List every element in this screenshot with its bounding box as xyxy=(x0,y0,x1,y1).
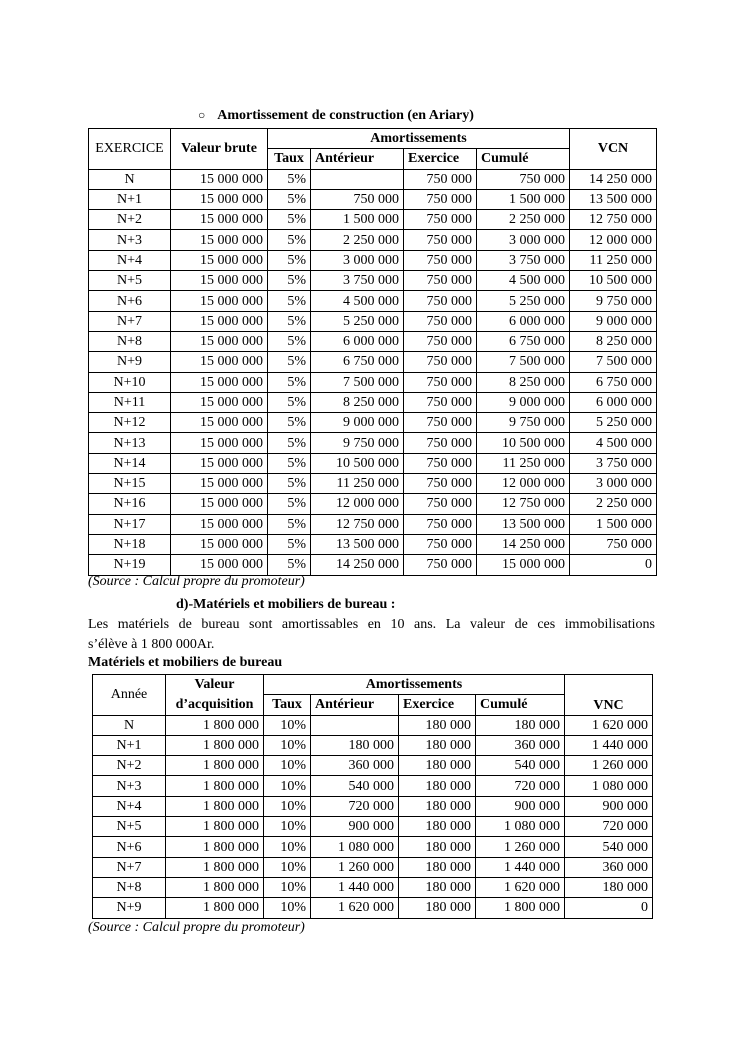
cell-cumulative: 15 000 000 xyxy=(477,555,570,575)
cell-value: 15 000 000 xyxy=(171,474,268,494)
cell-rate: 5% xyxy=(268,453,311,473)
cell-rate: 5% xyxy=(268,413,311,433)
table-row xyxy=(93,735,653,755)
cell-rate: 10% xyxy=(264,837,311,857)
cell-cumulative: 6 000 000 xyxy=(477,311,570,331)
table-row xyxy=(89,210,657,230)
cell-year: N+12 xyxy=(89,413,171,433)
cell-annual: 180 000 xyxy=(399,735,476,755)
cell-cumulative: 3 000 000 xyxy=(477,230,570,250)
cell-rate: 10% xyxy=(264,735,311,755)
construction-amortization-table xyxy=(88,128,657,576)
cell-rate: 5% xyxy=(268,271,311,291)
cell-annual: 750 000 xyxy=(404,271,477,291)
header-anterieur: Antérieur xyxy=(311,149,404,169)
cell-rate: 5% xyxy=(268,392,311,412)
table-row xyxy=(89,494,657,514)
cell-value: 15 000 000 xyxy=(171,189,268,209)
cell-prior: 360 000 xyxy=(311,756,399,776)
header-exercice-col: Exercice xyxy=(404,149,477,169)
cell-net-value: 12 000 000 xyxy=(570,230,657,250)
construction-title-text: Amortissement de construction (en Ariary) xyxy=(217,108,474,123)
cell-cumulative: 360 000 xyxy=(476,735,565,755)
paragraph-line-2: s’élève à 1 800 000Ar. xyxy=(88,637,215,652)
cell-cumulative: 12 750 000 xyxy=(477,494,570,514)
cell-cumulative: 2 250 000 xyxy=(477,210,570,230)
header-cumule: Cumulé xyxy=(477,149,570,169)
cell-year: N+1 xyxy=(89,189,171,209)
cell-year: N+18 xyxy=(89,534,171,554)
cell-cumulative: 14 250 000 xyxy=(477,534,570,554)
header-cumule: Cumulé xyxy=(476,695,565,715)
cell-net-value: 7 500 000 xyxy=(570,352,657,372)
header-exercice: EXERCICE xyxy=(89,129,171,170)
header-acquisition: d’acquisition xyxy=(166,695,264,715)
cell-cumulative: 12 000 000 xyxy=(477,474,570,494)
cell-annual: 750 000 xyxy=(404,433,477,453)
table-row xyxy=(89,514,657,534)
office-table-title: Matériels et mobiliers de bureau xyxy=(88,655,283,670)
table-row xyxy=(89,453,657,473)
cell-year: N+6 xyxy=(93,837,166,857)
cell-value: 1 800 000 xyxy=(166,857,264,877)
table-row xyxy=(89,331,657,351)
cell-year: N+8 xyxy=(93,877,166,897)
cell-value: 15 000 000 xyxy=(171,555,268,575)
table-row xyxy=(89,169,657,189)
table-row xyxy=(89,311,657,331)
cell-annual: 750 000 xyxy=(404,230,477,250)
cell-prior: 10 500 000 xyxy=(311,453,404,473)
table-row xyxy=(93,796,653,816)
cell-annual: 750 000 xyxy=(404,189,477,209)
cell-annual: 180 000 xyxy=(399,756,476,776)
cell-value: 15 000 000 xyxy=(171,271,268,291)
cell-value: 15 000 000 xyxy=(171,413,268,433)
cell-prior xyxy=(311,169,404,189)
table-row xyxy=(89,433,657,453)
cell-prior: 12 000 000 xyxy=(311,494,404,514)
cell-net-value: 1 260 000 xyxy=(565,756,653,776)
cell-value: 15 000 000 xyxy=(171,372,268,392)
table-row xyxy=(93,837,653,857)
cell-rate: 5% xyxy=(268,210,311,230)
cell-cumulative: 10 500 000 xyxy=(477,433,570,453)
cell-cumulative: 1 800 000 xyxy=(476,898,565,918)
table-row xyxy=(89,534,657,554)
cell-net-value: 9 000 000 xyxy=(570,311,657,331)
cell-net-value: 0 xyxy=(570,555,657,575)
cell-prior: 3 750 000 xyxy=(311,271,404,291)
table-row xyxy=(93,877,653,897)
cell-year: N+1 xyxy=(93,735,166,755)
cell-net-value: 1 080 000 xyxy=(565,776,653,796)
cell-net-value: 1 620 000 xyxy=(565,715,653,735)
cell-cumulative: 9 750 000 xyxy=(477,413,570,433)
cell-rate: 10% xyxy=(264,877,311,897)
cell-value: 15 000 000 xyxy=(171,392,268,412)
cell-value: 1 800 000 xyxy=(166,735,264,755)
cell-prior: 1 260 000 xyxy=(311,857,399,877)
cell-year: N+14 xyxy=(89,453,171,473)
cell-cumulative: 1 440 000 xyxy=(476,857,565,877)
table-row xyxy=(89,291,657,311)
cell-net-value: 4 500 000 xyxy=(570,433,657,453)
table-row xyxy=(93,817,653,837)
cell-annual: 180 000 xyxy=(399,776,476,796)
cell-prior: 720 000 xyxy=(311,796,399,816)
cell-net-value: 2 250 000 xyxy=(570,494,657,514)
cell-rate: 5% xyxy=(268,291,311,311)
cell-rate: 5% xyxy=(268,331,311,351)
cell-value: 15 000 000 xyxy=(171,514,268,534)
cell-annual: 750 000 xyxy=(404,555,477,575)
cell-net-value: 3 000 000 xyxy=(570,474,657,494)
cell-net-value: 5 250 000 xyxy=(570,413,657,433)
cell-year: N+2 xyxy=(93,756,166,776)
cell-year: N+7 xyxy=(93,857,166,877)
cell-annual: 180 000 xyxy=(399,877,476,897)
cell-value: 1 800 000 xyxy=(166,898,264,918)
cell-prior: 14 250 000 xyxy=(311,555,404,575)
cell-rate: 10% xyxy=(264,817,311,837)
cell-net-value: 14 250 000 xyxy=(570,169,657,189)
header-valeur-brute: Valeur brute xyxy=(171,129,268,170)
cell-year: N+11 xyxy=(89,392,171,412)
cell-value: 1 800 000 xyxy=(166,776,264,796)
cell-annual: 180 000 xyxy=(399,715,476,735)
table-row xyxy=(89,271,657,291)
cell-cumulative: 9 000 000 xyxy=(477,392,570,412)
cell-rate: 5% xyxy=(268,372,311,392)
table-row xyxy=(89,189,657,209)
table-row xyxy=(89,352,657,372)
cell-cumulative: 180 000 xyxy=(476,715,565,735)
header-amortissements: Amortissements xyxy=(264,675,565,695)
cell-rate: 10% xyxy=(264,715,311,735)
cell-cumulative: 3 750 000 xyxy=(477,250,570,270)
cell-cumulative: 900 000 xyxy=(476,796,565,816)
cell-value: 1 800 000 xyxy=(166,837,264,857)
cell-year: N+3 xyxy=(89,230,171,250)
table-row xyxy=(89,230,657,250)
cell-annual: 750 000 xyxy=(404,494,477,514)
bullet-circle-icon: ○ xyxy=(198,108,206,122)
cell-prior: 6 750 000 xyxy=(311,352,404,372)
cell-net-value: 10 500 000 xyxy=(570,271,657,291)
cell-annual: 750 000 xyxy=(404,250,477,270)
cell-year: N+15 xyxy=(89,474,171,494)
table-row xyxy=(93,857,653,877)
cell-year: N+4 xyxy=(93,796,166,816)
cell-annual: 750 000 xyxy=(404,169,477,189)
cell-value: 1 800 000 xyxy=(166,877,264,897)
cell-rate: 5% xyxy=(268,534,311,554)
cell-cumulative: 720 000 xyxy=(476,776,565,796)
cell-prior xyxy=(311,715,399,735)
cell-annual: 180 000 xyxy=(399,796,476,816)
cell-prior: 11 250 000 xyxy=(311,474,404,494)
cell-annual: 750 000 xyxy=(404,210,477,230)
cell-year: N xyxy=(89,169,171,189)
cell-year: N+13 xyxy=(89,433,171,453)
header-vnc: VNC xyxy=(565,675,653,716)
cell-cumulative: 540 000 xyxy=(476,756,565,776)
cell-annual: 750 000 xyxy=(404,372,477,392)
table-row xyxy=(89,555,657,575)
cell-value: 15 000 000 xyxy=(171,534,268,554)
cell-rate: 5% xyxy=(268,250,311,270)
cell-annual: 750 000 xyxy=(404,352,477,372)
cell-prior: 2 250 000 xyxy=(311,230,404,250)
cell-year: N+6 xyxy=(89,291,171,311)
cell-cumulative: 8 250 000 xyxy=(477,372,570,392)
cell-cumulative: 1 620 000 xyxy=(476,877,565,897)
cell-year: N+3 xyxy=(93,776,166,796)
cell-rate: 5% xyxy=(268,433,311,453)
cell-year: N+17 xyxy=(89,514,171,534)
header-valeur: Valeur xyxy=(166,675,264,695)
cell-annual: 750 000 xyxy=(404,311,477,331)
cell-annual: 750 000 xyxy=(404,291,477,311)
cell-rate: 5% xyxy=(268,169,311,189)
cell-year: N+9 xyxy=(93,898,166,918)
cell-rate: 5% xyxy=(268,189,311,209)
cell-prior: 7 500 000 xyxy=(311,372,404,392)
cell-prior: 9 750 000 xyxy=(311,433,404,453)
cell-year: N+5 xyxy=(93,817,166,837)
cell-prior: 9 000 000 xyxy=(311,413,404,433)
cell-year: N+16 xyxy=(89,494,171,514)
cell-annual: 180 000 xyxy=(399,857,476,877)
cell-annual: 750 000 xyxy=(404,392,477,412)
cell-prior: 1 440 000 xyxy=(311,877,399,897)
header-vcn: VCN xyxy=(570,129,657,170)
cell-year: N+2 xyxy=(89,210,171,230)
section-d-paragraph xyxy=(88,615,655,655)
cell-value: 15 000 000 xyxy=(171,250,268,270)
cell-value: 15 000 000 xyxy=(171,169,268,189)
cell-cumulative: 1 260 000 xyxy=(476,837,565,857)
table-row xyxy=(93,756,653,776)
cell-cumulative: 5 250 000 xyxy=(477,291,570,311)
cell-annual: 750 000 xyxy=(404,534,477,554)
cell-net-value: 360 000 xyxy=(565,857,653,877)
table-row xyxy=(93,898,653,918)
cell-rate: 5% xyxy=(268,352,311,372)
cell-prior: 5 250 000 xyxy=(311,311,404,331)
cell-year: N+4 xyxy=(89,250,171,270)
cell-cumulative: 6 750 000 xyxy=(477,331,570,351)
cell-net-value: 12 750 000 xyxy=(570,210,657,230)
cell-rate: 5% xyxy=(268,311,311,331)
cell-prior: 900 000 xyxy=(311,817,399,837)
cell-value: 15 000 000 xyxy=(171,433,268,453)
header-taux: Taux xyxy=(268,149,311,169)
construction-table-title xyxy=(198,108,474,124)
cell-net-value: 900 000 xyxy=(565,796,653,816)
header-exercice-col: Exercice xyxy=(399,695,476,715)
cell-annual: 750 000 xyxy=(404,453,477,473)
cell-year: N+9 xyxy=(89,352,171,372)
table-row xyxy=(93,776,653,796)
cell-rate: 10% xyxy=(264,756,311,776)
table-row xyxy=(89,250,657,270)
cell-net-value: 1 440 000 xyxy=(565,735,653,755)
table-row xyxy=(89,413,657,433)
cell-year: N+19 xyxy=(89,555,171,575)
cell-value: 15 000 000 xyxy=(171,494,268,514)
table-row xyxy=(89,372,657,392)
cell-net-value: 0 xyxy=(565,898,653,918)
cell-prior: 1 500 000 xyxy=(311,210,404,230)
header-anterieur: Antérieur xyxy=(311,695,399,715)
cell-net-value: 720 000 xyxy=(565,817,653,837)
header-taux: Taux xyxy=(264,695,311,715)
cell-net-value: 1 500 000 xyxy=(570,514,657,534)
cell-annual: 750 000 xyxy=(404,474,477,494)
cell-rate: 5% xyxy=(268,494,311,514)
cell-annual: 180 000 xyxy=(399,817,476,837)
cell-rate: 10% xyxy=(264,796,311,816)
cell-net-value: 9 750 000 xyxy=(570,291,657,311)
cell-net-value: 750 000 xyxy=(570,534,657,554)
cell-value: 1 800 000 xyxy=(166,756,264,776)
cell-cumulative: 11 250 000 xyxy=(477,453,570,473)
construction-source-note: (Source : Calcul propre du promoteur) xyxy=(88,574,305,589)
cell-net-value: 180 000 xyxy=(565,877,653,897)
cell-year: N+8 xyxy=(89,331,171,351)
table-row xyxy=(89,474,657,494)
office-source-note: (Source : Calcul propre du promoteur) xyxy=(88,920,305,935)
cell-cumulative: 4 500 000 xyxy=(477,271,570,291)
cell-rate: 10% xyxy=(264,857,311,877)
cell-value: 15 000 000 xyxy=(171,230,268,250)
cell-net-value: 3 750 000 xyxy=(570,453,657,473)
cell-annual: 750 000 xyxy=(404,514,477,534)
cell-net-value: 6 000 000 xyxy=(570,392,657,412)
cell-cumulative: 1 080 000 xyxy=(476,817,565,837)
cell-prior: 13 500 000 xyxy=(311,534,404,554)
cell-net-value: 6 750 000 xyxy=(570,372,657,392)
cell-value: 15 000 000 xyxy=(171,453,268,473)
cell-rate: 5% xyxy=(268,230,311,250)
cell-value: 15 000 000 xyxy=(171,291,268,311)
cell-annual: 180 000 xyxy=(399,898,476,918)
cell-value: 15 000 000 xyxy=(171,311,268,331)
header-annee: Année xyxy=(93,675,166,716)
cell-net-value: 8 250 000 xyxy=(570,331,657,351)
cell-cumulative: 1 500 000 xyxy=(477,189,570,209)
header-amortissements: Amortissements xyxy=(268,129,570,149)
cell-rate: 5% xyxy=(268,474,311,494)
cell-prior: 1 080 000 xyxy=(311,837,399,857)
cell-cumulative: 13 500 000 xyxy=(477,514,570,534)
cell-rate: 10% xyxy=(264,776,311,796)
cell-prior: 540 000 xyxy=(311,776,399,796)
cell-value: 15 000 000 xyxy=(171,210,268,230)
cell-value: 1 800 000 xyxy=(166,817,264,837)
cell-prior: 4 500 000 xyxy=(311,291,404,311)
cell-value: 1 800 000 xyxy=(166,715,264,735)
cell-rate: 5% xyxy=(268,514,311,534)
cell-net-value: 540 000 xyxy=(565,837,653,857)
cell-cumulative: 750 000 xyxy=(477,169,570,189)
paragraph-line-1: Les matériels de bureau sont amortissables en 10 ans. La valeur de ces immobilisations xyxy=(88,617,655,632)
cell-prior: 180 000 xyxy=(311,735,399,755)
cell-annual: 750 000 xyxy=(404,413,477,433)
cell-annual: 180 000 xyxy=(399,837,476,857)
cell-prior: 8 250 000 xyxy=(311,392,404,412)
cell-year: N+7 xyxy=(89,311,171,331)
cell-value: 15 000 000 xyxy=(171,331,268,351)
cell-prior: 12 750 000 xyxy=(311,514,404,534)
cell-prior: 750 000 xyxy=(311,189,404,209)
cell-prior: 1 620 000 xyxy=(311,898,399,918)
cell-rate: 5% xyxy=(268,555,311,575)
cell-net-value: 11 250 000 xyxy=(570,250,657,270)
cell-annual: 750 000 xyxy=(404,331,477,351)
table-row xyxy=(89,392,657,412)
office-equipment-amortization-table xyxy=(92,674,653,919)
cell-value: 1 800 000 xyxy=(166,796,264,816)
cell-prior: 6 000 000 xyxy=(311,331,404,351)
cell-prior: 3 000 000 xyxy=(311,250,404,270)
cell-year: N xyxy=(93,715,166,735)
section-d-heading: d)-Matériels et mobiliers de bureau : xyxy=(176,597,396,612)
cell-value: 15 000 000 xyxy=(171,352,268,372)
cell-year: N+10 xyxy=(89,372,171,392)
cell-rate: 10% xyxy=(264,898,311,918)
table-row xyxy=(93,715,653,735)
cell-year: N+5 xyxy=(89,271,171,291)
cell-cumulative: 7 500 000 xyxy=(477,352,570,372)
cell-net-value: 13 500 000 xyxy=(570,189,657,209)
